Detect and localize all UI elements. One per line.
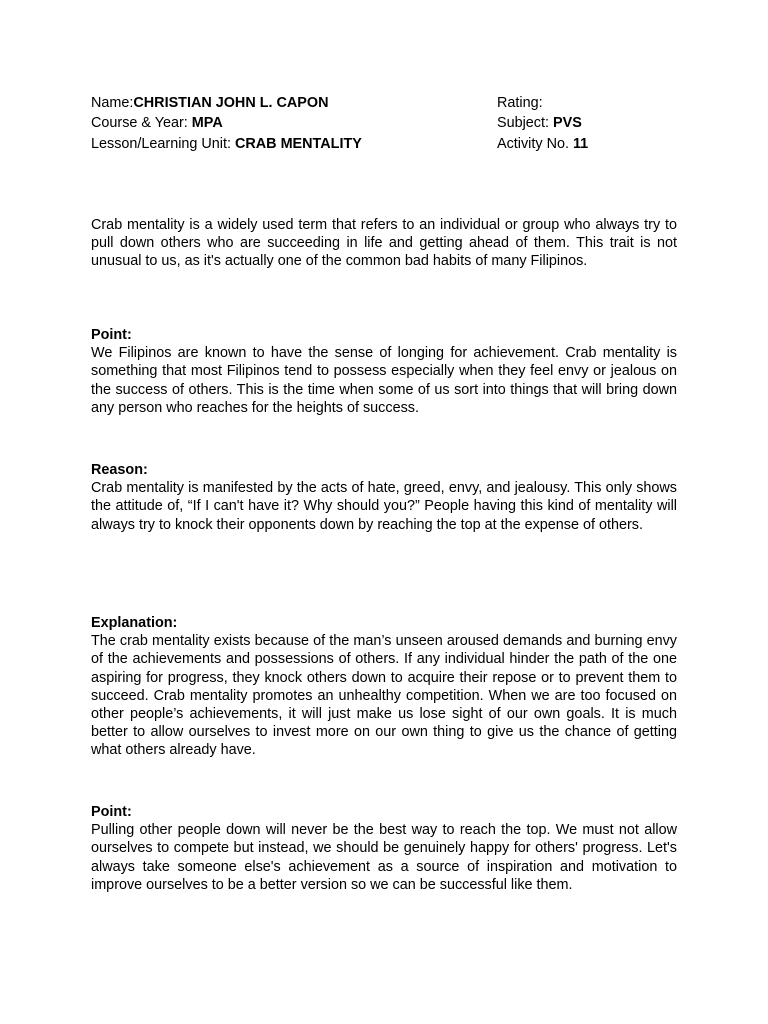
name-line [91, 93, 481, 113]
activity-label: Activity No. [497, 135, 573, 152]
course-value: MPA [191, 115, 223, 132]
activity-line [497, 134, 697, 154]
name-value: CHRISTIAN JOHN L. CAPON [133, 95, 329, 111]
section-paragraph: Crab mentality is manifested by the acts of hate, greed, envy, and jealousy. This only shows the attitude of, “If I can't have it? Why should you?” People having this kind of mentality will always try to knock their opponents down by reaching the top at the expense of others. [91, 480, 677, 533]
section-heading: Point: [91, 804, 132, 820]
intro-block [91, 216, 677, 271]
rating-line [497, 93, 697, 113]
section-heading: Reason: [91, 462, 148, 478]
subject-value: PVS [553, 115, 582, 132]
lesson-value: CRAB MENTALITY [235, 135, 362, 152]
subject-label: Subject: [497, 115, 553, 132]
section-paragraph: Pulling other people down will never be the best way to reach the top. We must not allow ourselves to compete but instead, we should be genuinely happy for others' progress. Let's always take someone else's achievement as a source of inspiration and motivation to improve ourselves to be a better version so we can be successful like them. [91, 822, 677, 893]
activity-value: 11 [572, 135, 589, 152]
section-explanation [91, 614, 677, 760]
intro-paragraph: Crab mentality is a widely used term that refers to an individual or group who always try to pull down others who are succeeding in life and getting ahead of them. This trait is not unusual to us, as it's actually one of the common bad habits of many Filipinos. [91, 217, 677, 270]
section-heading: Explanation: [91, 615, 178, 631]
section-point-1 [91, 326, 677, 417]
name-label: Name: [91, 95, 134, 111]
lesson-line [91, 134, 481, 154]
course-label: Course & Year: [91, 115, 192, 132]
section-reason [91, 461, 677, 534]
section-paragraph: The crab mentality exists because of the man’s unseen aroused demands and burning envy of the achievements and possessions of others. If any individual hinder the path of the one aspiring for progress, they knock others down to acquire their repose or to prevent them to succeed. Crab mentality promotes an unhealthy competition. When we are too focused on other people’s achievements, it will just make us lose sight of our own goals. It is much better to allow ourselves to invest more on our own thing to give us the chance of getting what others already have. [91, 633, 677, 759]
course-line [91, 113, 481, 133]
header-right-block [497, 93, 697, 154]
rating-label: Rating: [497, 95, 543, 111]
lesson-label: Lesson/Learning Unit: [91, 135, 235, 152]
section-point-2 [91, 803, 677, 894]
header-left-block [91, 93, 481, 154]
section-heading: Point: [91, 327, 132, 343]
section-paragraph: We Filipinos are known to have the sense of longing for achievement. Crab mentality is something that most Filipinos tend to possess especially when they feel envy or jealous on the success of others. This is the time when some of us sort into things that will bring down any person who reaches for the heights of success. [91, 345, 677, 416]
subject-line [497, 113, 697, 133]
